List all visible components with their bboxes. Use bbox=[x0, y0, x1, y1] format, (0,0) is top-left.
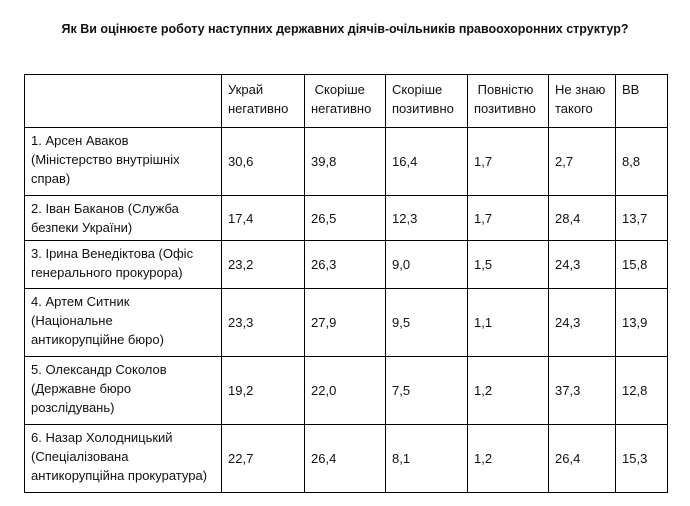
value-cell: 19,2 bbox=[222, 357, 305, 425]
value-cell: 23,2 bbox=[222, 241, 305, 289]
page-title: Як Ви оцінюєте роботу наступних державних діячів-очільників правоохоронних структур? bbox=[61, 22, 629, 36]
value-cell: 30,6 bbox=[222, 128, 305, 196]
value-cell: 23,3 bbox=[222, 289, 305, 357]
value-cell: 8,1 bbox=[386, 425, 468, 493]
value-cell: 15,8 bbox=[616, 241, 668, 289]
table-row bbox=[25, 196, 668, 241]
row-name-cell: 2. Іван Баканов (Служба безпеки України) bbox=[25, 196, 222, 241]
value-cell: 39,8 bbox=[305, 128, 386, 196]
value-cell: 27,9 bbox=[305, 289, 386, 357]
table-row bbox=[25, 241, 668, 289]
value-cell: 13,9 bbox=[616, 289, 668, 357]
survey-table bbox=[24, 74, 668, 493]
table-row bbox=[25, 357, 668, 425]
value-cell: 1,2 bbox=[468, 357, 549, 425]
value-cell: 26,3 bbox=[305, 241, 386, 289]
value-cell: 2,7 bbox=[549, 128, 616, 196]
row-name-cell: 1. Арсен Аваков (Міністерство внутрішніх справ) bbox=[25, 128, 222, 196]
header-cell-col-1: Украй негативно bbox=[222, 75, 305, 128]
value-cell: 17,4 bbox=[222, 196, 305, 241]
row-name-cell: 6. Назар Холодницький (Спеціалізована антикорупційна прокуратура) bbox=[25, 425, 222, 493]
value-cell: 7,5 bbox=[386, 357, 468, 425]
table-row bbox=[25, 425, 668, 493]
value-cell: 15,3 bbox=[616, 425, 668, 493]
value-cell: 24,3 bbox=[549, 241, 616, 289]
table-row bbox=[25, 128, 668, 196]
row-name-cell: 3. Ірина Венедіктова (Офіс генерального прокурора) bbox=[25, 241, 222, 289]
value-cell: 1,5 bbox=[468, 241, 549, 289]
value-cell: 1,7 bbox=[468, 128, 549, 196]
value-cell: 26,4 bbox=[305, 425, 386, 493]
header-cell-col-5: Не знаю такого bbox=[549, 75, 616, 128]
row-name-cell: 4. Артем Ситник (Національне антикорупційне бюро) bbox=[25, 289, 222, 357]
value-cell: 16,4 bbox=[386, 128, 468, 196]
value-cell: 12,3 bbox=[386, 196, 468, 241]
value-cell: 1,2 bbox=[468, 425, 549, 493]
table-row bbox=[25, 289, 668, 357]
value-cell: 22,0 bbox=[305, 357, 386, 425]
value-cell: 26,5 bbox=[305, 196, 386, 241]
table-header-row bbox=[25, 75, 668, 128]
value-cell: 1,1 bbox=[468, 289, 549, 357]
value-cell: 37,3 bbox=[549, 357, 616, 425]
value-cell: 13,7 bbox=[616, 196, 668, 241]
row-name-cell: 5. Олександр Соколов (Державне бюро розслідувань) bbox=[25, 357, 222, 425]
header-cell-col-3: Скоріше позитивно bbox=[386, 75, 468, 128]
value-cell: 24,3 bbox=[549, 289, 616, 357]
value-cell: 26,4 bbox=[549, 425, 616, 493]
value-cell: 9,5 bbox=[386, 289, 468, 357]
value-cell: 28,4 bbox=[549, 196, 616, 241]
value-cell: 22,7 bbox=[222, 425, 305, 493]
header-cell-col-2: Скоріше негативно bbox=[305, 75, 386, 128]
header-cell-col-6: ВВ bbox=[616, 75, 668, 128]
value-cell: 8,8 bbox=[616, 128, 668, 196]
header-cell-col-4: Повністю позитивно bbox=[468, 75, 549, 128]
value-cell: 12,8 bbox=[616, 357, 668, 425]
header-cell-empty bbox=[25, 75, 222, 128]
value-cell: 1,7 bbox=[468, 196, 549, 241]
value-cell: 9,0 bbox=[386, 241, 468, 289]
